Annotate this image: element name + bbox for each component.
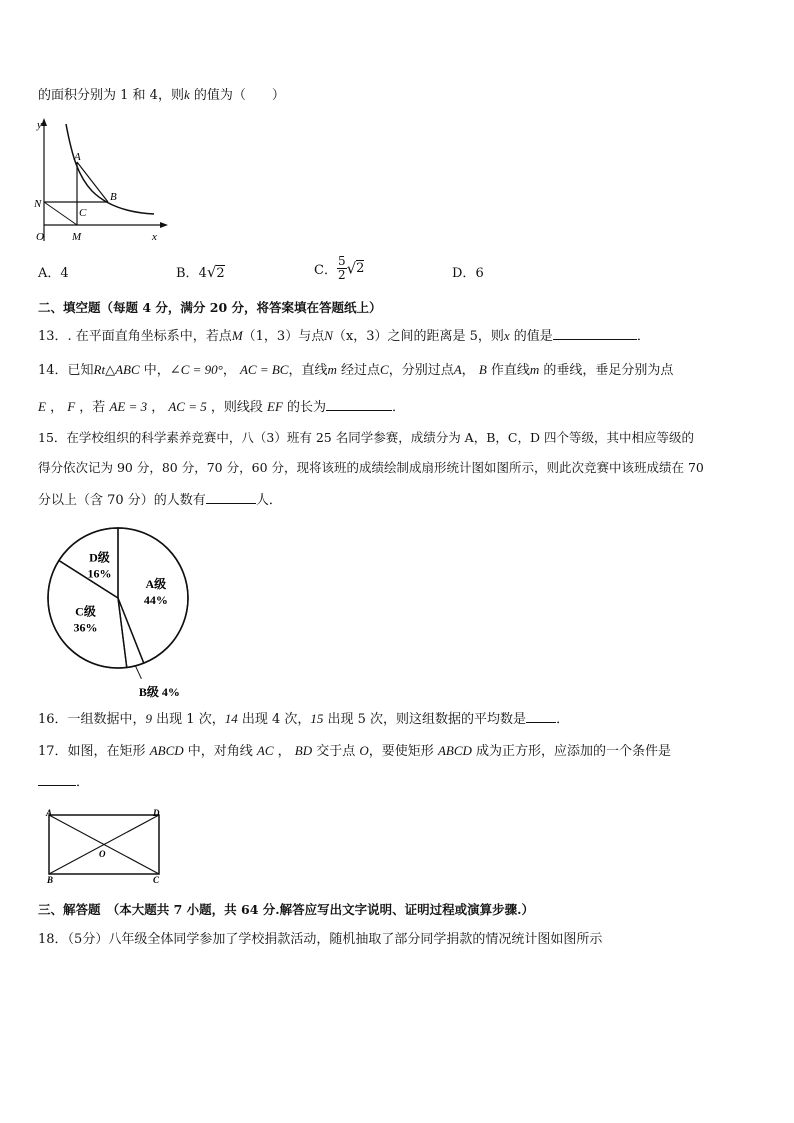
pie-value-A级: 44%	[143, 592, 168, 607]
q12-label-x: x	[152, 231, 157, 243]
q12-tail: 的面积分别为 1 和 4，则k 的值为（ ）	[38, 87, 285, 103]
q15-answer-blank[interactable]	[206, 491, 256, 504]
q12-label-y: y	[37, 119, 42, 131]
pie-leader-B级	[135, 666, 141, 679]
q12-label-m: M	[72, 231, 82, 243]
q13: 13．. 在平面直角坐标系中，若点M（1，3）与点N（x，3）之间的距离是 5，则x 的值是 ．	[38, 328, 650, 344]
q17-label-a: A	[46, 808, 53, 818]
q17-label-d: D	[153, 808, 160, 818]
q12-label-n: N	[34, 198, 42, 210]
pie-label-A级: A级	[145, 576, 167, 591]
q12-label-c: C	[79, 207, 87, 219]
q15-line1: 15．在学校组织的科学素养竞赛中，八（3）班有 25 名同学参赛，成绩分为 A，B，C，D 四个等级，其中相应等级的	[38, 430, 694, 445]
q12-label-o: O	[36, 231, 44, 243]
q15-line3: 分以上（含 70 分）的人数有 人．	[38, 493, 282, 508]
q12-option-c: C． $\frac{5}{2}$ √2	[314, 254, 365, 282]
q12-option-d: D．6	[452, 266, 484, 281]
pie-label-C级: C级	[75, 604, 96, 619]
q17: 17．如图，在矩形 ABCD 中，对角线 AC ， BD 交于点 O，要使矩形 ABCD 成为正方形，应添加的一个条件是	[38, 743, 672, 759]
q12-label-a: A	[74, 151, 81, 163]
q14-answer-blank[interactable]	[326, 398, 392, 411]
q15-line2: 得分依次记为 90 分，80 分，70 分，60 分，现将该班的成绩绘制成扇形统计图如图所示，则此次竞赛中该班成绩在 70	[38, 460, 704, 475]
q16: 16．一组数据中，9 出现 1 次，14 出现 4 次，15 出现 5 次，则这组数据的平均数是 ．	[38, 711, 570, 727]
q17-rectangle-figure	[40, 806, 170, 886]
q16-answer-blank[interactable]	[526, 710, 556, 723]
q14-line2: E ， F ，若 AE = 3 ， AC = 5 ，则线段 EF 的长为 ．	[38, 399, 406, 415]
q17-label-b: B	[47, 875, 54, 885]
q17-answer-line: ．	[38, 771, 89, 790]
q17-label-c: C	[153, 875, 160, 885]
pie-value-C级: 36%	[73, 620, 98, 635]
pie-value-D级: 16%	[87, 566, 112, 581]
q17-label-o: O	[99, 849, 106, 859]
q14-line1: 14．已知Rt△ABC 中，∠C = 90°， AC = BC，直线m 经过点C，分别过点A， B 作直线m 的垂线，垂足分别为点	[38, 362, 674, 378]
pie-label-B级: B级 4%	[138, 684, 180, 699]
q15-pie-chart	[40, 518, 220, 698]
q17-answer-blank[interactable]	[38, 773, 76, 786]
q12-figure	[34, 116, 169, 246]
q12-option-a: A．4	[38, 266, 69, 281]
q12-option-b: B．4√2	[176, 263, 225, 281]
pie-label-D级: D级	[89, 550, 110, 565]
section3-header: 三、解答题 （本大题共 7 小题，共 64 分.解答应写出文字说明、证明过程或演算步骤.）	[38, 902, 534, 917]
q12-label-b: B	[110, 191, 117, 203]
q13-answer-blank[interactable]	[553, 327, 637, 340]
q18: 18．（5分）八年级全体同学参加了学校捐款活动，随机抽取了部分同学捐款的情况统计图如图所示	[38, 932, 603, 947]
section2-header: 二、填空题（每题 4 分，满分 20 分，将答案填在答题纸上）	[38, 300, 382, 315]
